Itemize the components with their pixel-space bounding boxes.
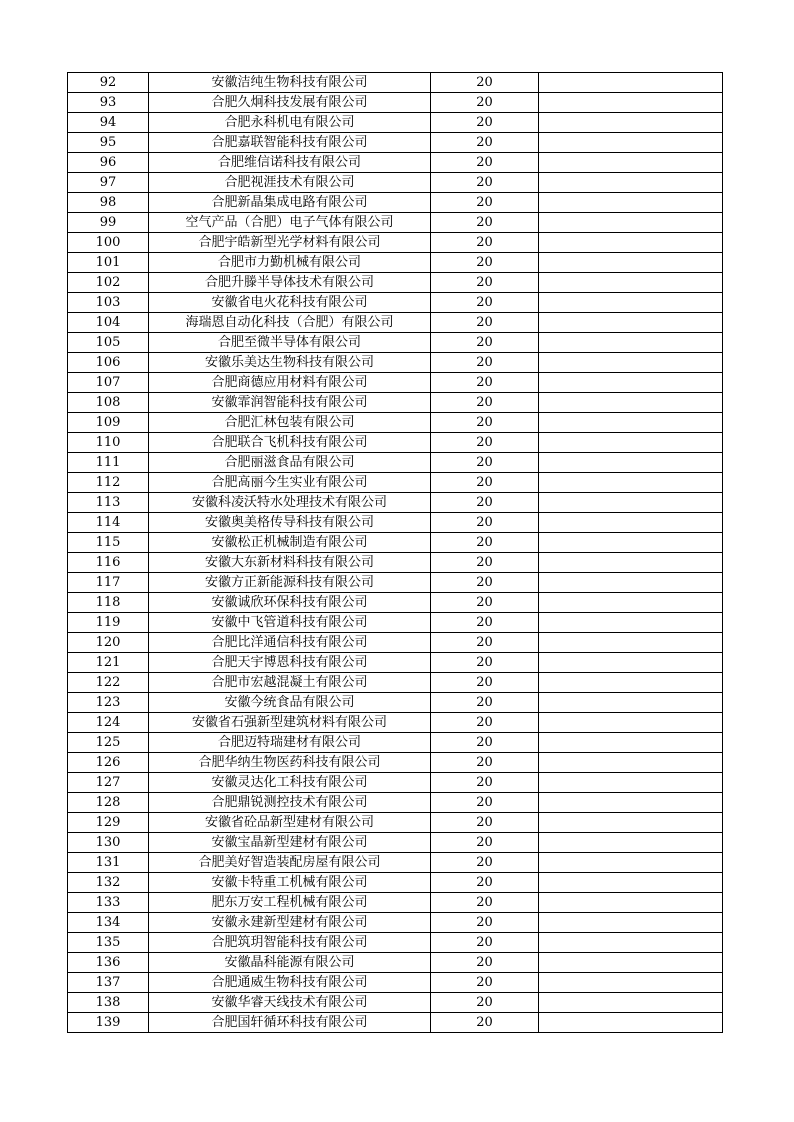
company-name-cell: 安徽灵达化工科技有限公司: [149, 773, 431, 793]
table-row: [68, 413, 723, 433]
row-number-cell: 129: [68, 813, 149, 833]
row-number-cell: 116: [68, 553, 149, 573]
empty-cell: [539, 733, 723, 753]
table-row: [68, 993, 723, 1013]
value-cell: 20: [431, 1013, 539, 1033]
empty-cell: [539, 833, 723, 853]
value-cell: 20: [431, 893, 539, 913]
empty-cell: [539, 893, 723, 913]
company-name-cell: 合肥至微半导体有限公司: [149, 333, 431, 353]
value-cell: 20: [431, 553, 539, 573]
empty-cell: [539, 613, 723, 633]
empty-cell: [539, 233, 723, 253]
table-row: [68, 873, 723, 893]
company-name-cell: 安徽省电火花科技有限公司: [149, 293, 431, 313]
value-cell: 20: [431, 753, 539, 773]
empty-cell: [539, 653, 723, 673]
company-name-cell: 合肥美好智造装配房屋有限公司: [149, 853, 431, 873]
table-row: [68, 613, 723, 633]
company-name-cell: 合肥维信诺科技有限公司: [149, 153, 431, 173]
empty-cell: [539, 413, 723, 433]
company-name-cell: 合肥国轩循环科技有限公司: [149, 1013, 431, 1033]
company-name-cell: 合肥汇林包装有限公司: [149, 413, 431, 433]
value-cell: 20: [431, 393, 539, 413]
company-name-cell: 合肥市宏越混凝土有限公司: [149, 673, 431, 693]
empty-cell: [539, 393, 723, 413]
company-name-cell: 安徽洁纯生物科技有限公司: [149, 73, 431, 93]
value-cell: 20: [431, 953, 539, 973]
row-number-cell: 105: [68, 333, 149, 353]
table-row: [68, 193, 723, 213]
company-name-cell: 肥东万安工程机械有限公司: [149, 893, 431, 913]
company-name-cell: 合肥永科机电有限公司: [149, 113, 431, 133]
empty-cell: [539, 113, 723, 133]
value-cell: 20: [431, 193, 539, 213]
empty-cell: [539, 493, 723, 513]
table-row: [68, 973, 723, 993]
empty-cell: [539, 453, 723, 473]
value-cell: 20: [431, 593, 539, 613]
company-name-cell: 合肥筑玥智能科技有限公司: [149, 933, 431, 953]
table-row: [68, 633, 723, 653]
row-number-cell: 132: [68, 873, 149, 893]
empty-cell: [539, 873, 723, 893]
row-number-cell: 97: [68, 173, 149, 193]
value-cell: 20: [431, 633, 539, 653]
empty-cell: [539, 153, 723, 173]
empty-cell: [539, 93, 723, 113]
table-row: [68, 513, 723, 533]
row-number-cell: 93: [68, 93, 149, 113]
row-number-cell: 96: [68, 153, 149, 173]
empty-cell: [539, 973, 723, 993]
row-number-cell: 102: [68, 273, 149, 293]
company-name-cell: 合肥视涯技术有限公司: [149, 173, 431, 193]
company-name-cell: 安徽省砼品新型建材有限公司: [149, 813, 431, 833]
table-row: [68, 433, 723, 453]
company-name-cell: 安徽省石强新型建筑材料有限公司: [149, 713, 431, 733]
table-row: [68, 793, 723, 813]
empty-cell: [539, 313, 723, 333]
company-name-cell: 安徽方正新能源科技有限公司: [149, 573, 431, 593]
row-number-cell: 139: [68, 1013, 149, 1033]
table-row: [68, 753, 723, 773]
empty-cell: [539, 133, 723, 153]
value-cell: 20: [431, 113, 539, 133]
company-name-cell: 合肥丽滋食品有限公司: [149, 453, 431, 473]
empty-cell: [539, 273, 723, 293]
empty-cell: [539, 853, 723, 873]
value-cell: 20: [431, 813, 539, 833]
row-number-cell: 138: [68, 993, 149, 1013]
empty-cell: [539, 753, 723, 773]
value-cell: 20: [431, 573, 539, 593]
table-row: [68, 893, 723, 913]
table-row: [68, 393, 723, 413]
company-name-cell: 安徽松正机械制造有限公司: [149, 533, 431, 553]
value-cell: 20: [431, 853, 539, 873]
company-name-cell: 安徽大东新材料科技有限公司: [149, 553, 431, 573]
value-cell: 20: [431, 173, 539, 193]
value-cell: 20: [431, 793, 539, 813]
company-name-cell: 合肥升滕半导体技术有限公司: [149, 273, 431, 293]
empty-cell: [539, 953, 723, 973]
row-number-cell: 120: [68, 633, 149, 653]
row-number-cell: 92: [68, 73, 149, 93]
row-number-cell: 127: [68, 773, 149, 793]
empty-cell: [539, 773, 723, 793]
table-body: [68, 73, 723, 1033]
value-cell: 20: [431, 773, 539, 793]
company-name-cell: 合肥迈特瑞建材有限公司: [149, 733, 431, 753]
table-row: [68, 153, 723, 173]
row-number-cell: 121: [68, 653, 149, 673]
company-name-cell: 合肥嘉联智能科技有限公司: [149, 133, 431, 153]
row-number-cell: 103: [68, 293, 149, 313]
row-number-cell: 107: [68, 373, 149, 393]
row-number-cell: 113: [68, 493, 149, 513]
company-name-cell: 安徽中飞管道科技有限公司: [149, 613, 431, 633]
row-number-cell: 134: [68, 913, 149, 933]
value-cell: 20: [431, 233, 539, 253]
company-name-cell: 合肥华纳生物医药科技有限公司: [149, 753, 431, 773]
table-row: [68, 853, 723, 873]
table-row: [68, 253, 723, 273]
empty-cell: [539, 713, 723, 733]
row-number-cell: 109: [68, 413, 149, 433]
company-name-cell: 海瑞恩自动化科技（合肥）有限公司: [149, 313, 431, 333]
table-row: [68, 933, 723, 953]
empty-cell: [539, 253, 723, 273]
row-number-cell: 100: [68, 233, 149, 253]
table-row: [68, 693, 723, 713]
row-number-cell: 99: [68, 213, 149, 233]
company-name-cell: 合肥久炯科技发展有限公司: [149, 93, 431, 113]
empty-cell: [539, 473, 723, 493]
table-row: [68, 733, 723, 753]
company-name-cell: 合肥通威生物科技有限公司: [149, 973, 431, 993]
value-cell: 20: [431, 993, 539, 1013]
company-name-cell: 安徽乐美达生物科技有限公司: [149, 353, 431, 373]
empty-cell: [539, 993, 723, 1013]
table-row: [68, 313, 723, 333]
company-name-cell: 安徽宝晶新型建材有限公司: [149, 833, 431, 853]
empty-cell: [539, 533, 723, 553]
value-cell: 20: [431, 613, 539, 633]
empty-cell: [539, 433, 723, 453]
company-name-cell: 安徽永建新型建材有限公司: [149, 913, 431, 933]
row-number-cell: 130: [68, 833, 149, 853]
value-cell: 20: [431, 333, 539, 353]
empty-cell: [539, 353, 723, 373]
row-number-cell: 122: [68, 673, 149, 693]
row-number-cell: 133: [68, 893, 149, 913]
table-row: [68, 173, 723, 193]
value-cell: 20: [431, 353, 539, 373]
table-row: [68, 713, 723, 733]
row-number-cell: 115: [68, 533, 149, 553]
empty-cell: [539, 553, 723, 573]
row-number-cell: 136: [68, 953, 149, 973]
table-row: [68, 673, 723, 693]
value-cell: 20: [431, 493, 539, 513]
company-name-cell: 安徽奥美格传导科技有限公司: [149, 513, 431, 533]
row-number-cell: 98: [68, 193, 149, 213]
row-number-cell: 118: [68, 593, 149, 613]
value-cell: 20: [431, 413, 539, 433]
row-number-cell: 128: [68, 793, 149, 813]
company-name-cell: 安徽诚欣环保科技有限公司: [149, 593, 431, 613]
value-cell: 20: [431, 653, 539, 673]
company-list-table: [67, 72, 723, 1033]
table-row: [68, 473, 723, 493]
company-name-cell: 合肥市力勤机械有限公司: [149, 253, 431, 273]
table-row: [68, 453, 723, 473]
row-number-cell: 125: [68, 733, 149, 753]
row-number-cell: 131: [68, 853, 149, 873]
row-number-cell: 106: [68, 353, 149, 373]
table-row: [68, 373, 723, 393]
table-row: [68, 493, 723, 513]
table-row: [68, 533, 723, 553]
table-row: [68, 913, 723, 933]
empty-cell: [539, 213, 723, 233]
empty-cell: [539, 293, 723, 313]
company-name-cell: 合肥商德应用材料有限公司: [149, 373, 431, 393]
company-name-cell: 安徽卡特重工机械有限公司: [149, 873, 431, 893]
row-number-cell: 104: [68, 313, 149, 333]
value-cell: 20: [431, 913, 539, 933]
empty-cell: [539, 633, 723, 653]
company-name-cell: 合肥鼎锐测控技术有限公司: [149, 793, 431, 813]
company-name-cell: 合肥高丽今生实业有限公司: [149, 473, 431, 493]
table-row: [68, 653, 723, 673]
table-row: [68, 93, 723, 113]
row-number-cell: 94: [68, 113, 149, 133]
row-number-cell: 114: [68, 513, 149, 533]
table-row: [68, 333, 723, 353]
table-row: [68, 833, 723, 853]
value-cell: 20: [431, 93, 539, 113]
value-cell: 20: [431, 713, 539, 733]
value-cell: 20: [431, 273, 539, 293]
company-name-cell: 安徽今统食品有限公司: [149, 693, 431, 713]
value-cell: 20: [431, 213, 539, 233]
company-name-cell: 合肥天宇博恩科技有限公司: [149, 653, 431, 673]
row-number-cell: 124: [68, 713, 149, 733]
empty-cell: [539, 593, 723, 613]
empty-cell: [539, 173, 723, 193]
empty-cell: [539, 513, 723, 533]
value-cell: 20: [431, 873, 539, 893]
company-name-cell: 空气产品（合肥）电子气体有限公司: [149, 213, 431, 233]
empty-cell: [539, 373, 723, 393]
empty-cell: [539, 193, 723, 213]
row-number-cell: 95: [68, 133, 149, 153]
row-number-cell: 111: [68, 453, 149, 473]
row-number-cell: 112: [68, 473, 149, 493]
value-cell: 20: [431, 133, 539, 153]
table-row: [68, 773, 723, 793]
row-number-cell: 123: [68, 693, 149, 713]
value-cell: 20: [431, 973, 539, 993]
row-number-cell: 119: [68, 613, 149, 633]
company-name-cell: 安徽晶科能源有限公司: [149, 953, 431, 973]
row-number-cell: 117: [68, 573, 149, 593]
empty-cell: [539, 793, 723, 813]
empty-cell: [539, 333, 723, 353]
table-row: [68, 233, 723, 253]
empty-cell: [539, 73, 723, 93]
value-cell: 20: [431, 373, 539, 393]
empty-cell: [539, 573, 723, 593]
value-cell: 20: [431, 153, 539, 173]
company-name-cell: 合肥比洋通信科技有限公司: [149, 633, 431, 653]
table-row: [68, 293, 723, 313]
value-cell: 20: [431, 253, 539, 273]
empty-cell: [539, 693, 723, 713]
table-row: [68, 353, 723, 373]
value-cell: 20: [431, 473, 539, 493]
empty-cell: [539, 913, 723, 933]
empty-cell: [539, 933, 723, 953]
row-number-cell: 101: [68, 253, 149, 273]
row-number-cell: 137: [68, 973, 149, 993]
row-number-cell: 135: [68, 933, 149, 953]
value-cell: 20: [431, 693, 539, 713]
table-row: [68, 593, 723, 613]
value-cell: 20: [431, 733, 539, 753]
value-cell: 20: [431, 933, 539, 953]
table-row: [68, 553, 723, 573]
value-cell: 20: [431, 453, 539, 473]
company-name-cell: 合肥宇皓新型光学材料有限公司: [149, 233, 431, 253]
value-cell: 20: [431, 73, 539, 93]
empty-cell: [539, 1013, 723, 1033]
value-cell: 20: [431, 833, 539, 853]
table-row: [68, 1013, 723, 1033]
value-cell: 20: [431, 513, 539, 533]
table-row: [68, 273, 723, 293]
table-row: [68, 73, 723, 93]
company-name-cell: 合肥新晶集成电路有限公司: [149, 193, 431, 213]
table-row: [68, 953, 723, 973]
table-row: [68, 573, 723, 593]
value-cell: 20: [431, 293, 539, 313]
value-cell: 20: [431, 433, 539, 453]
table-row: [68, 813, 723, 833]
company-name-cell: 安徽华睿天线技术有限公司: [149, 993, 431, 1013]
company-name-cell: 合肥联合飞机科技有限公司: [149, 433, 431, 453]
table-row: [68, 113, 723, 133]
row-number-cell: 126: [68, 753, 149, 773]
value-cell: 20: [431, 313, 539, 333]
empty-cell: [539, 673, 723, 693]
row-number-cell: 110: [68, 433, 149, 453]
company-name-cell: 安徽霏润智能科技有限公司: [149, 393, 431, 413]
company-name-cell: 安徽科凌沃特水处理技术有限公司: [149, 493, 431, 513]
table-row: [68, 213, 723, 233]
value-cell: 20: [431, 673, 539, 693]
value-cell: 20: [431, 533, 539, 553]
row-number-cell: 108: [68, 393, 149, 413]
table-row: [68, 133, 723, 153]
empty-cell: [539, 813, 723, 833]
